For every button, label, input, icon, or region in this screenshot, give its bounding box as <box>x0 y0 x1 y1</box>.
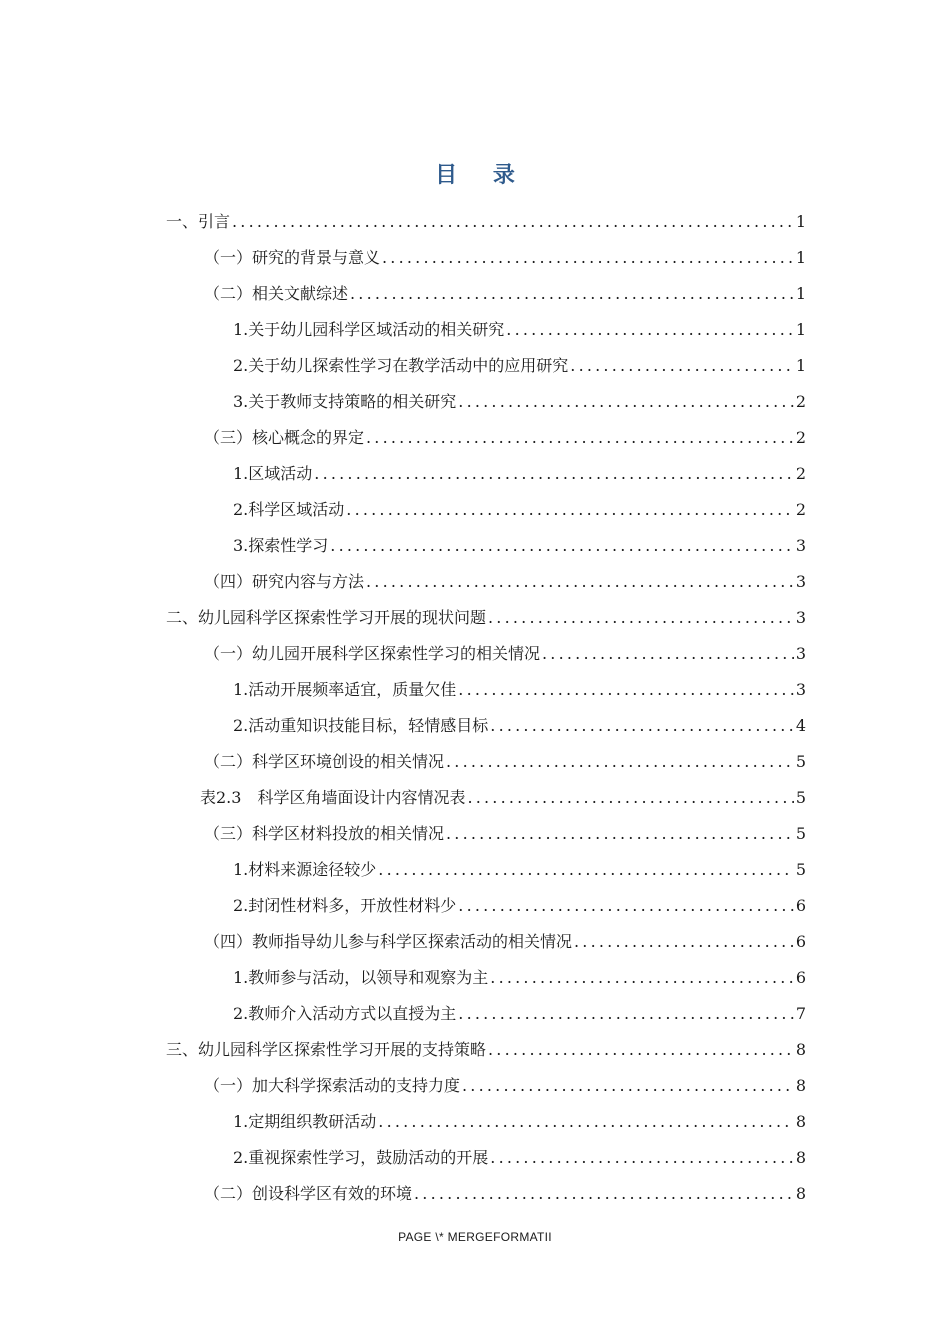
toc-entry-text: 一、引言 <box>166 212 231 231</box>
toc-leader-dots <box>570 352 794 380</box>
toc-entry[interactable] <box>204 820 806 848</box>
toc-leader-dots <box>458 676 794 704</box>
toc-entry-page: 8 <box>795 1112 806 1131</box>
toc-entry-text: 表2.3 科学区角墙面设计内容情况表 <box>200 788 466 807</box>
toc-entry-text: （二）创设科学区有效的环境 <box>204 1184 413 1203</box>
toc-entry-text: 2.关于幼儿探索性学习在教学活动中的应用研究 <box>233 356 569 375</box>
toc-entry-page: 8 <box>795 1184 806 1203</box>
toc-leader-dots <box>446 820 794 848</box>
toc-entry[interactable] <box>204 424 806 452</box>
toc-entry-text: 2.重视探索性学习，鼓励活动的开展 <box>233 1148 489 1167</box>
toc-entry[interactable] <box>233 1000 806 1028</box>
toc-entry-text: （四）研究内容与方法 <box>204 572 365 591</box>
toc-entry-text: 1.教师参与活动，以领导和观察为主 <box>233 968 489 987</box>
toc-entry[interactable] <box>204 928 806 956</box>
toc-entry-page: 8 <box>795 1076 806 1095</box>
toc-entry[interactable] <box>233 496 806 524</box>
toc-entry[interactable] <box>204 280 806 308</box>
toc-entry-page: 2 <box>795 464 806 483</box>
toc-entry-text: 2.活动重知识技能目标，轻情感目标 <box>233 716 489 735</box>
toc-leader-dots <box>490 964 794 992</box>
toc-entry-text: （二）相关文献综述 <box>204 284 349 303</box>
toc-entry-page: 8 <box>795 1040 806 1059</box>
toc-entry-page: 3 <box>795 644 806 663</box>
toc-leader-dots <box>542 640 794 668</box>
toc-leader-dots <box>414 1180 794 1208</box>
toc-entry-text: 2.封闭性材料多，开放性材料少 <box>233 896 457 915</box>
toc-entry[interactable] <box>233 1108 806 1136</box>
toc-leader-dots <box>350 280 794 308</box>
toc-entry-page: 5 <box>795 860 806 879</box>
toc-entry-page: 1 <box>795 212 806 231</box>
toc-entry-text: 1.区域活动 <box>233 464 313 483</box>
toc-entry[interactable] <box>166 208 806 236</box>
toc-leader-dots <box>458 1000 794 1028</box>
toc-entry-text: （二）科学区环境创设的相关情况 <box>204 752 445 771</box>
toc-entry-text: （一）幼儿园开展科学区探索性学习的相关情况 <box>204 644 541 663</box>
toc-entry[interactable] <box>204 748 806 776</box>
toc-entry-page: 1 <box>795 284 806 303</box>
toc-entry-page: 7 <box>795 1004 806 1023</box>
toc-entry[interactable] <box>166 604 806 632</box>
toc-entry[interactable] <box>233 856 806 884</box>
toc-entry-page: 1 <box>795 248 806 267</box>
toc-entry-page: 2 <box>795 428 806 447</box>
toc-entry-text: （三）科学区材料投放的相关情况 <box>204 824 445 843</box>
toc-leader-dots <box>366 424 794 452</box>
toc-entry[interactable] <box>233 316 806 344</box>
toc-entry[interactable] <box>204 1072 806 1100</box>
toc-entry-page: 3 <box>795 536 806 555</box>
toc-entry-text: （三）核心概念的界定 <box>204 428 365 447</box>
toc-entry-page: 5 <box>795 788 806 807</box>
toc-entry-page: 6 <box>795 896 806 915</box>
toc-leader-dots <box>314 460 794 488</box>
toc-title: 目 录 <box>435 163 529 188</box>
toc-leader-dots <box>366 568 794 596</box>
toc-entry-text: 3.关于教师支持策略的相关研究 <box>233 392 457 411</box>
toc-entry-text: 2.科学区域活动 <box>233 500 345 519</box>
toc-entry-text: 1.定期组织教研活动 <box>233 1112 377 1131</box>
toc-entry[interactable] <box>233 712 806 740</box>
toc-entry-page: 3 <box>795 608 806 627</box>
toc-entry[interactable] <box>233 892 806 920</box>
toc-entry[interactable] <box>233 460 806 488</box>
toc-entry-text: 1.活动开展频率适宜，质量欠佳 <box>233 680 457 699</box>
toc-leader-dots <box>467 784 793 812</box>
toc-entry[interactable] <box>233 964 806 992</box>
toc-leader-dots <box>382 244 794 272</box>
toc-entry-text: （一）研究的背景与意义 <box>204 248 381 267</box>
toc-entry[interactable] <box>204 1180 806 1208</box>
toc-entry-page: 5 <box>795 752 806 771</box>
toc-entry[interactable] <box>233 532 806 560</box>
toc-entry[interactable] <box>204 568 806 596</box>
toc-entry[interactable] <box>200 784 806 812</box>
toc-leader-dots <box>330 532 794 560</box>
toc-entry-page: 3 <box>795 572 806 591</box>
toc-entry[interactable] <box>233 676 806 704</box>
toc-leader-dots <box>490 1144 794 1172</box>
toc-entry-page: 8 <box>795 1148 806 1167</box>
toc-leader-dots <box>346 496 794 524</box>
toc-leader-dots <box>488 604 794 632</box>
toc-leader-dots <box>458 388 794 416</box>
toc-entry[interactable] <box>204 640 806 668</box>
toc-entry[interactable] <box>233 388 806 416</box>
toc-leader-dots <box>574 928 794 956</box>
toc-leader-dots <box>462 1072 794 1100</box>
toc-entry-page: 3 <box>795 680 806 699</box>
toc-leader-dots <box>488 1036 794 1064</box>
toc-entry[interactable] <box>233 352 806 380</box>
toc-leader-dots <box>506 316 794 344</box>
toc-leader-dots <box>378 856 794 884</box>
toc-entry-page: 5 <box>795 824 806 843</box>
toc-entry-page: 1 <box>795 356 806 375</box>
toc-entry-page: 2 <box>795 392 806 411</box>
toc-entry-text: 二、幼儿园科学区探索性学习开展的现状问题 <box>166 608 487 627</box>
toc-entry-page: 4 <box>795 716 806 735</box>
toc-entry-text: （一）加大科学探索活动的支持力度 <box>204 1076 461 1095</box>
toc-entry-page: 6 <box>795 932 806 951</box>
toc-entry-text: （四）教师指导幼儿参与科学区探索活动的相关情况 <box>204 932 573 951</box>
toc-leader-dots <box>378 1108 794 1136</box>
toc-entry-text: 3.探索性学习 <box>233 536 329 555</box>
toc-entry-page: 1 <box>795 320 806 339</box>
toc-leader-dots <box>232 208 794 236</box>
toc-entry-text: 2.教师介入活动方式以直授为主 <box>233 1004 457 1023</box>
toc-entry[interactable] <box>233 1144 806 1172</box>
toc-entry-page: 2 <box>795 500 806 519</box>
toc-entry-text: 1.关于幼儿园科学区域活动的相关研究 <box>233 320 505 339</box>
page-footer: PAGE \* MERGEFORMATII <box>398 1230 552 1244</box>
toc-entry-text: 1.材料来源途径较少 <box>233 860 377 879</box>
toc-leader-dots <box>446 748 794 776</box>
toc-entry[interactable] <box>204 244 806 272</box>
toc-entry-text: 三、幼儿园科学区探索性学习开展的支持策略 <box>166 1040 487 1059</box>
toc-entry[interactable] <box>166 1036 806 1064</box>
toc-entry-page: 6 <box>795 968 806 987</box>
toc-leader-dots <box>458 892 794 920</box>
toc-leader-dots <box>490 712 794 740</box>
